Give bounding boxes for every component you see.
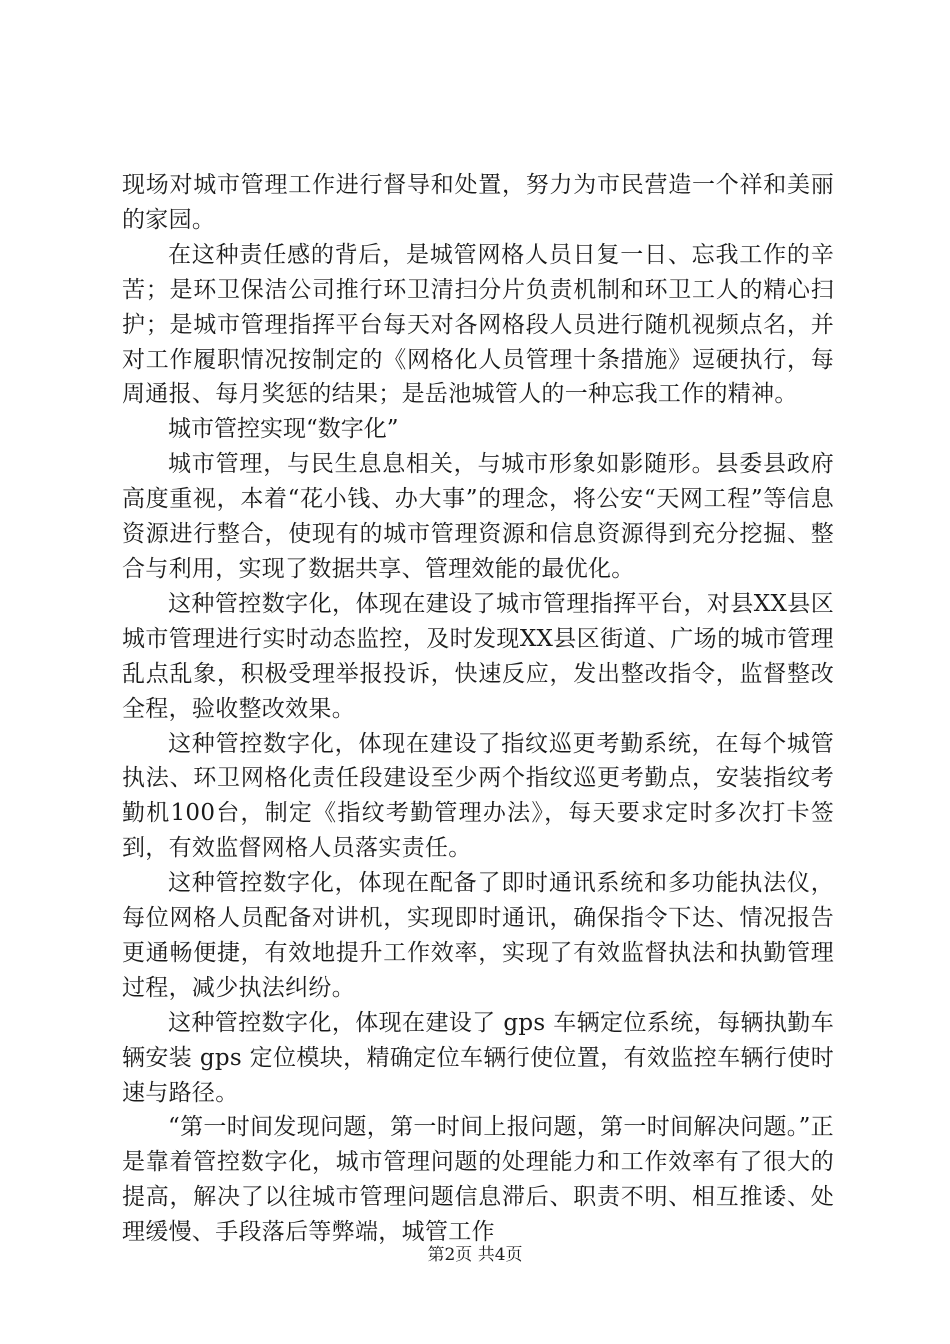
paragraph-first-time: “第一时间发现问题，第一时间上报问题，第一时间解决问题。”正是靠着管控数字化，城市管理问题的处理能力和工作效率有了很大的提高，解决了以往城市管理问题信息滞后、职责不明、相互推诿、处理缓慢、手段落后等弊端，城管工作 [122, 1114, 834, 1246]
paragraph-city-management: 城市管理，与民生息息相关，与城市形象如影随形。县委县政府高度重视，本着“花小钱、办大事”的理念，将公安“天网工程”等信息资源进行整合，使现有的城市管理资源和信息资源得到充分挖掘、整合与利用，实现了数据共享、管理效能的最优化。 [122, 451, 834, 582]
page-footer: 第2页 共4页 [427, 1245, 523, 1265]
paragraph-continuation: 现场对城市管理工作进行督导和处置，努力为市民营造一个祥和美丽的家园。 [122, 172, 834, 233]
paragraph-responsibility: 在这种责任感的背后，是城管网格人员日复一日、忘我工作的辛苦；是环卫保洁公司推行环卫清扫分片负责机制和环卫工人的精心扫护；是城市管理指挥平台每天对各网格段人员进行随机视频点名，并对工作履职情况按制定的《网格化人员管理十条措施》逗硬执行，每周通报、每月奖惩的结果；是岳池城管人的一种忘我工作的精神。 [122, 241, 834, 408]
paragraph-command-platform: 这种管控数字化，体现在建设了城市管理指挥平台，对县XX县区城市管理进行实时动态监控，及时发现XX县区街道、广场的城市管理乱点乱象，积极受理举报投诉，快速反应，发出整改指令，监督整改全程，验收整改效果。 [122, 590, 834, 722]
paragraph-communication-system: 这种管控数字化，体现在配备了即时通讯系统和多功能执法仪，每位网格人员配备对讲机，实现即时通讯，确保指令下达、情况报告更通畅便捷，有效地提升工作效率，实现了有效监督执法和执勤管理过程，减少执法纠纷。 [122, 870, 834, 1001]
paragraph-fingerprint-system: 这种管控数字化，体现在建设了指纹巡更考勤系统，在每个城管执法、环卫网格化责任段建设至少两个指纹巡更考勤点，安装指纹考勤机100台，制定《指纹考勤管理办法》，每天要求定时多次打卡签到，有效监督网格人员落实责任。 [122, 730, 834, 862]
document-body [122, 168, 834, 1250]
paragraph-gps-system: 这种管控数字化，体现在建设了 gps 车辆定位系统，每辆执勤车辆安装 gps 定位模块，精确定位车辆行使位置，有效监控车辆行使时速与路径。 [122, 1009, 834, 1106]
section-heading: 城市管控实现“数字化” [168, 416, 399, 443]
